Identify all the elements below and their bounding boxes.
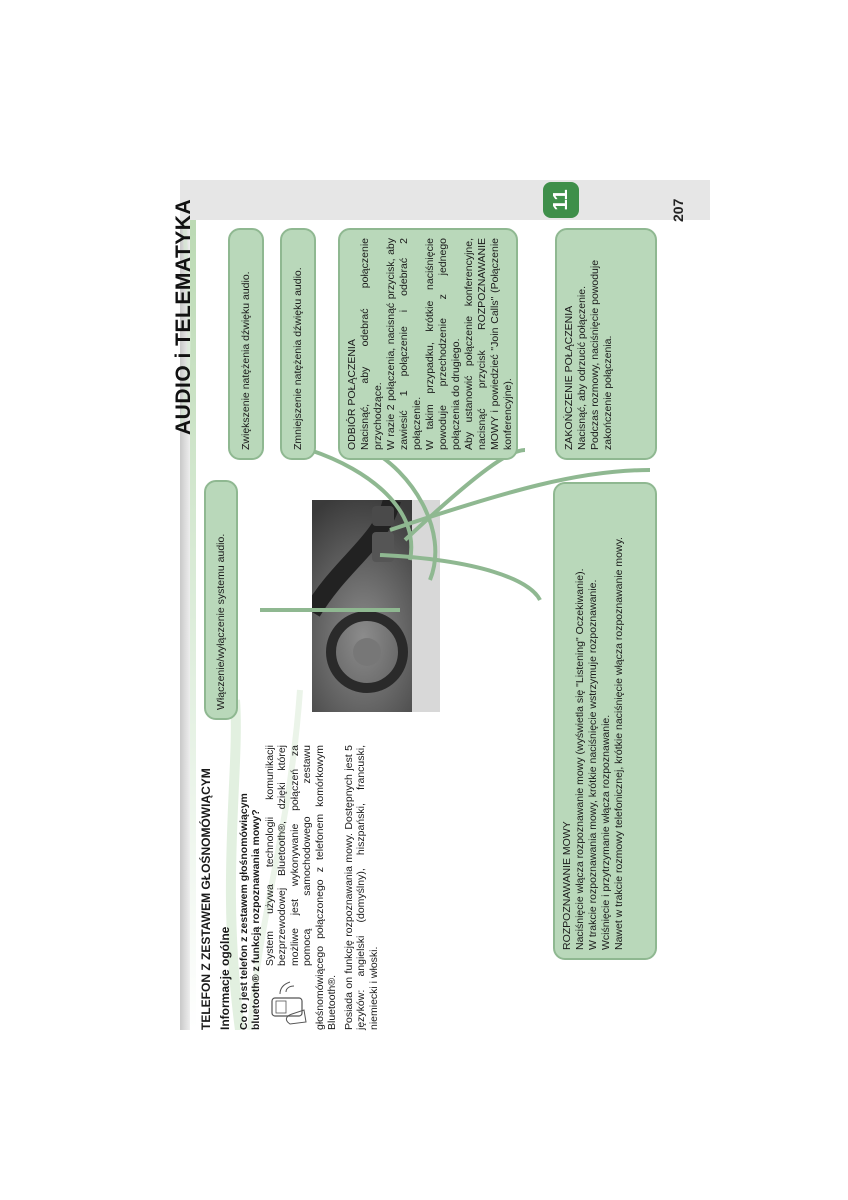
callout-end [555,228,657,460]
callout-answer-text: Nacisnąć, aby odebrać połączenie przychodzące. W razie 2 połączenia, nacisnąć przycisk, aby zawiesić 1 połączenie i odebrać 2 połączenie. W takim przypadku, krótkie naciśnięcie powoduje przechodzenie z jednego połączenia do drugiego. Aby ustanowić połączenie konferencyjne, nacisnąć przycisk ROZPOZNAWANIE MOWY i powiedzieć "Join Calls" (Połączenie konferencyjne). [359,238,514,450]
callout-vol-down [280,228,316,460]
intro-question: Co to jest telefon z zestawem głośnomówiącym bluetooth® z funkcją rozpoznawania mowy? [237,793,262,1030]
callout-answer [338,228,518,460]
header-strip [180,180,710,220]
callout-end-text: Nacisnąć, aby odrzucić połączenie. Podczas rozmowy, naciśnięcie powoduje zakończenie połączenia. [576,259,614,450]
chapter-badge: 11 [543,182,579,218]
callout-voice-title: ROZPOZNAWANIE MOWY [561,821,573,950]
callout-answer-title: ODBIÓR POŁĄCZENIA [346,339,358,450]
callout-vol-up [228,228,264,460]
callout-vol-down-text: Zmniejszenie natężenia dźwięku audio. [291,267,304,450]
intro-paragraph-2: Posiada on funkcję rozpoznawania mowy. Dostępnych jest 5 języków: angielski (domyślny), hiszpański, francuski, niemiecki i włoski. [342,745,380,1030]
chapter-title: AUDIO i TELEMATYKA [172,198,195,435]
rotated-page [172,180,710,1030]
intro-section [200,745,380,1030]
hand-phone-icon [266,972,310,1030]
callout-end-title: ZAKOŃCZENIE POŁĄCZENIA [563,305,575,450]
page-number: 207 [670,198,686,222]
callout-voice-text: Naciśnięcie włącza rozpoznawanie mowy (wyświetla się "Listening" Oczekiwanie). W trakcie rozpoznawania mowy, krótkie naciśnięcie wstrzymuje rozpoznawanie. Wciśnięcie i przytrzymanie włącza rozpoznawanie. Nawet w trakcie rozmowy telefonicznej, krótkie naciśnięcie włącza rozpoznawanie mowy. [574,537,625,950]
callout-power-text: Włączenie/wyłączenie systemu audio. [214,533,227,710]
callout-power [204,480,238,720]
section-subtitle: Informacje ogólne [218,926,232,1030]
callout-vol-up-text: Zwiększenie natężenia dźwięku audio. [239,271,252,450]
callout-voice-recognition [553,482,657,960]
steering-wheel-photo [312,500,440,712]
section-title: TELEFON Z ZESTAWEM GŁOŚNOMÓWIĄCYM [199,768,213,1030]
intro-paragraph-1: System używa technologii komunikacji bezprzewodowej Bluetooth®, dzięki której możliwe jest wykonywanie połączeń za pomocą samochodowego zestawu głośnomówiącego połączonego z telefonem komórkowym Bluetooth®. [263,745,338,1030]
